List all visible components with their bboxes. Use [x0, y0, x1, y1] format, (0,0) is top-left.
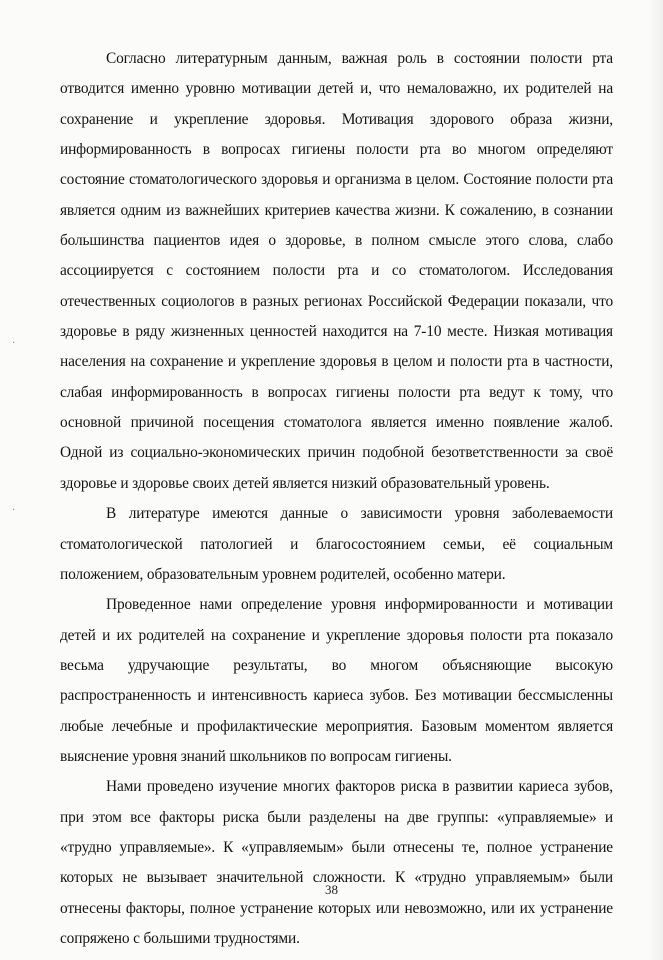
page-number: 38 [325, 882, 338, 897]
margin-speck: · [12, 505, 16, 516]
paragraph-4: Нами проведено изучение многих факторов риска в развитии кариеса зубов, при этом все факторы риска были разделены на две группы: «управляемые» и «трудно управляемые». К «управляемым» были отнесены те, полное устранение которых не вызывает значительной сложности. К «трудно управляемым» были отнесены факторы, полное устранение которых или невозможно, или их устранение сопряжено с большими трудностями. [60, 778, 613, 947]
paragraph-2: В литературе имеются данные о зависимости уровня заболеваемости стоматологической патологией и благосостоянием семьи, её социальным положением, образовательным уровнем родителей, особенно матери. [60, 505, 613, 583]
document-body [60, 44, 613, 954]
scan-edge-shadow [649, 0, 663, 960]
paragraph-1: Согласно литературным данным, важная роль в состоянии полости рта отводится именно уровню мотивации детей и, что немаловажно, их родителей на сохранение и укрепление здоровья. Мотивация здорового образа жизни, информированность в вопросах гигиены полости рта во многом определяют состояние стоматологического здоровья и организма в целом. Состояние полости рта является одним из важнейших критериев качества жизни. К сожалению, в сознании большинства пациентов идея о здоровье, в полном смысле этого слова, слабо ассоциируется с состоянием полости рта и со стоматологом. Исследования отечественных социологов в разных регионах Российской Федерации показали, что здоровье в ряду жизненных ценностей находится на 7-10 месте. Низкая мотивация населения на сохранение и укрепление здоровья в целом и полости рта в частности, слабая информированность в вопросах гигиены полости рта ведут к тому, что основной причиной посещения стоматолога является именно появление жалоб. Одной из социально-экономических причин подобной безответственности за своё здоровье и здоровье своих детей является низкий образовательный уровень. [60, 50, 613, 492]
paragraph-3: Проведенное нами определение уровня информированности и мотивации детей и их родителей на сохранение и укрепление здоровья полости рта показало весьма удручающие результаты, во многом объясняющие высокую распространенность и интенсивность кариеса зубов. Без мотивации бессмысленны любые лечебные и профилактические мероприятия. Базовым моментом является выяснение уровня знаний школьников по вопросам гигиены. [60, 596, 613, 765]
margin-speck: · [12, 338, 16, 349]
